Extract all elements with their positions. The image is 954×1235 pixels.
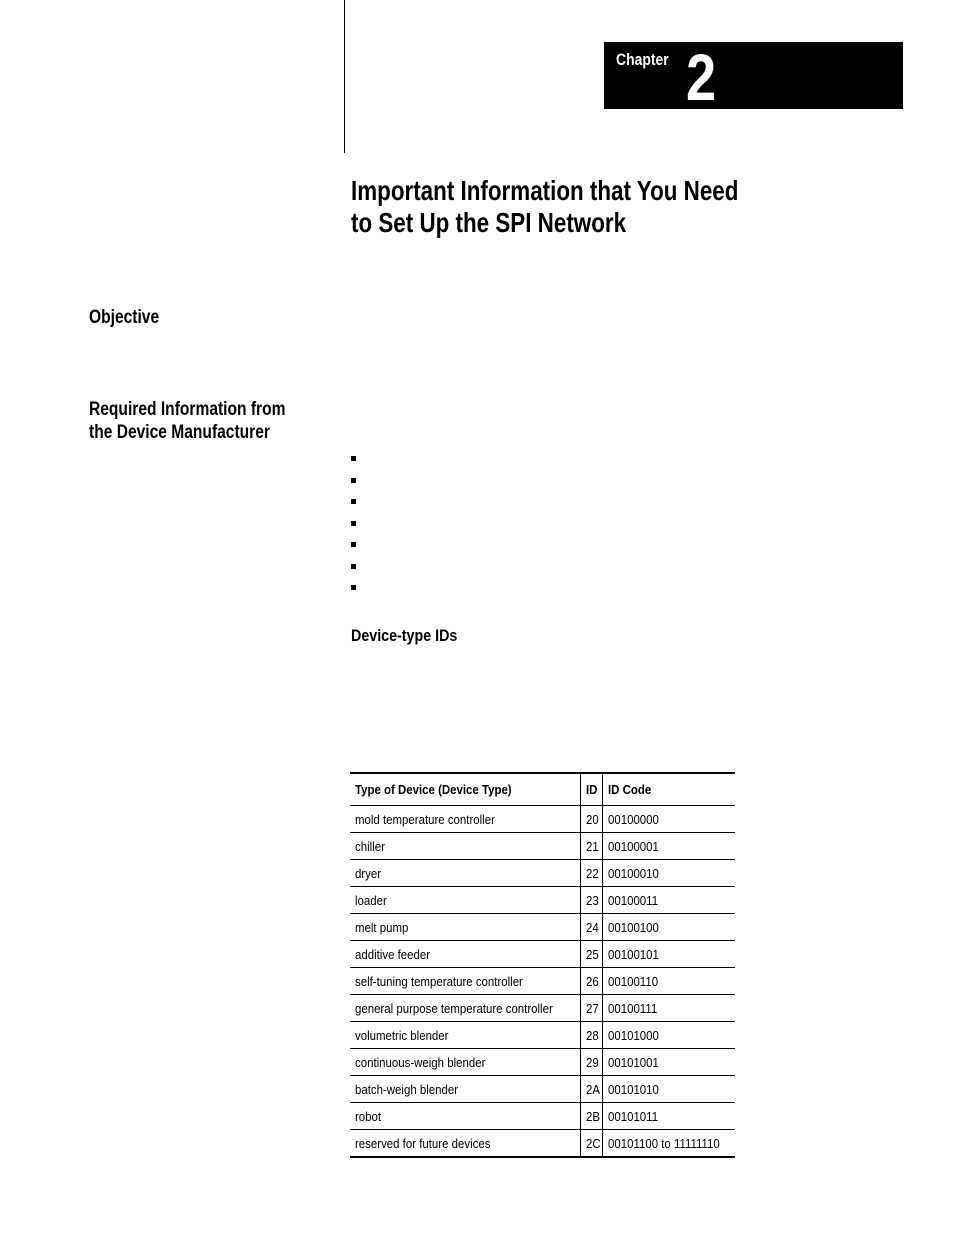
bullet-marker — [351, 542, 356, 547]
cell-id: 26 — [580, 968, 603, 995]
required-heading-line-2: the Device Manufacturer — [89, 422, 270, 443]
cell-id: 20 — [580, 806, 603, 833]
chapter-number: 2 — [686, 40, 717, 114]
cell-id-code: 00101011 — [603, 1103, 736, 1130]
bullet-list — [351, 456, 356, 607]
cell-device-type: batch-weigh blender — [350, 1076, 580, 1103]
title-line-1: Important Information that You Need — [351, 175, 739, 206]
cell-device-type: general purpose temperature controller — [350, 995, 580, 1022]
device-ids-heading — [351, 626, 478, 646]
cell-device-type: robot — [350, 1103, 580, 1130]
bullet-marker — [351, 478, 356, 483]
page-title — [351, 175, 835, 239]
cell-id: 2B — [580, 1103, 603, 1130]
cell-device-type: melt pump — [350, 914, 580, 941]
table-row — [350, 1076, 735, 1103]
bullet-marker — [351, 585, 356, 590]
table-row — [350, 968, 735, 995]
header-device-type: Type of Device (Device Type) — [350, 773, 580, 806]
table-row — [350, 887, 735, 914]
table-row — [350, 860, 735, 887]
cell-id-code: 00100110 — [603, 968, 736, 995]
required-info-heading — [89, 398, 329, 444]
title-line-2: to Set Up the SPI Network — [351, 207, 627, 238]
table-row — [350, 914, 735, 941]
table-row — [350, 806, 735, 833]
cell-device-type: loader — [350, 887, 580, 914]
table-row — [350, 941, 735, 968]
cell-id: 22 — [580, 860, 603, 887]
cell-id: 28 — [580, 1022, 603, 1049]
cell-id-code: 00100000 — [603, 806, 736, 833]
bullet-marker — [351, 456, 356, 461]
cell-id-code: 00100010 — [603, 860, 736, 887]
cell-id: 25 — [580, 941, 603, 968]
cell-device-type: dryer — [350, 860, 580, 887]
table-row — [350, 1022, 735, 1049]
required-heading-line-1: Required Information from — [89, 399, 286, 420]
header-id-code: ID Code — [603, 773, 736, 806]
chapter-label: Chapter — [616, 50, 669, 69]
cell-id-code: 00100011 — [603, 887, 736, 914]
cell-id: 29 — [580, 1049, 603, 1076]
device-type-table — [350, 772, 735, 1158]
cell-id-code: 00100101 — [603, 941, 736, 968]
cell-id-code: 00101010 — [603, 1076, 736, 1103]
table-row — [350, 1130, 735, 1158]
cell-id-code: 00100100 — [603, 914, 736, 941]
table-row — [350, 833, 735, 860]
bullet-marker — [351, 564, 356, 569]
margin-rule — [344, 0, 345, 153]
table-header-row — [350, 773, 735, 806]
cell-id: 21 — [580, 833, 603, 860]
cell-id-code: 00101000 — [603, 1022, 736, 1049]
cell-id-code: 00101001 — [603, 1049, 736, 1076]
cell-device-type: chiller — [350, 833, 580, 860]
cell-device-type: mold temperature controller — [350, 806, 580, 833]
cell-device-type: reserved for future devices — [350, 1130, 580, 1158]
cell-id-code: 00101100 to 11111110 — [608, 1135, 721, 1151]
cell-id: 24 — [580, 914, 603, 941]
cell-device-type: volumetric blender — [350, 1022, 580, 1049]
cell-device-type: self-tuning temperature controller — [350, 968, 580, 995]
table-row — [350, 1049, 735, 1076]
cell-id: 27 — [580, 995, 603, 1022]
bullet-marker — [351, 521, 356, 526]
device-ids-heading-text: Device-type IDs — [351, 626, 458, 645]
table-row — [350, 1103, 735, 1130]
objective-heading-text: Objective — [89, 307, 160, 328]
cell-id-code: 00100111 — [603, 995, 736, 1022]
header-id: ID — [580, 773, 603, 806]
cell-id: 2C — [580, 1130, 603, 1158]
cell-id-code: 00100001 — [603, 833, 736, 860]
cell-device-type: continuous-weigh blender — [350, 1049, 580, 1076]
objective-heading — [89, 306, 175, 329]
cell-id: 2A — [580, 1076, 603, 1103]
table-row — [350, 995, 735, 1022]
chapter-tab — [604, 40, 903, 114]
cell-device-type: additive feeder — [350, 941, 580, 968]
bullet-marker — [351, 499, 356, 504]
cell-id: 23 — [580, 887, 603, 914]
